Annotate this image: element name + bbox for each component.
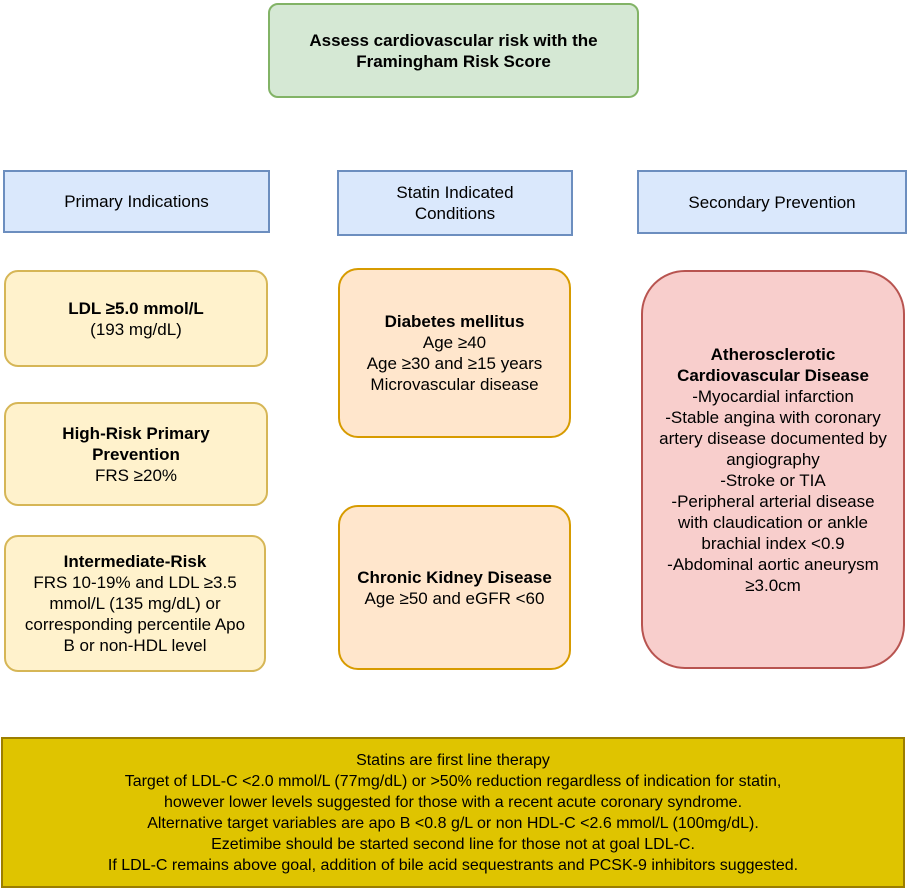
node-body-line: Microvascular disease	[370, 375, 539, 394]
node-high-risk-primary-prevention	[4, 402, 268, 506]
node-body-item: -Stroke or TIA	[720, 470, 826, 490]
node-body-item: -Peripheral arterial disease with claudication or ankle brachial index <0.9	[671, 491, 875, 553]
node-body-item: -Abdominal aortic aneurysm ≥3.0cm	[667, 554, 879, 595]
node-body-line: Age ≥30 and ≥15 years	[366, 354, 543, 373]
node-diabetes-mellitus	[338, 268, 571, 438]
footer-line: Alternative target variables are apo B <0.8 g/L or non HDL-C <2.6 mmol/L (100mg/dL).	[147, 814, 759, 832]
root-node-text: Assess cardiovascular risk with the Framingham Risk Score	[309, 30, 598, 71]
node-title: Diabetes mellitus	[384, 312, 525, 331]
column-header-primary-indications	[3, 170, 270, 233]
root-node-assess-risk	[268, 3, 639, 98]
column-header-label: Statin Indicated Conditions	[396, 183, 514, 223]
column-header-label: Primary Indications	[64, 192, 209, 211]
footer-treatment-note	[1, 737, 905, 888]
node-chronic-kidney-disease	[338, 505, 571, 670]
node-title: Atherosclerotic Cardiovascular Disease	[677, 344, 869, 385]
node-body-line: Age ≥40	[422, 333, 487, 352]
footer-line: Statins are first line therapy	[356, 751, 550, 769]
footer-line: If LDL-C remains above goal, addition of bile acid sequestrants and PCSK-9 inhibitors suggested.	[107, 856, 799, 874]
node-title: LDL ≥5.0 mmol/L	[68, 298, 204, 318]
node-title: Chronic Kidney Disease	[357, 567, 552, 587]
node-title: Intermediate-Risk	[63, 552, 207, 571]
column-header-secondary-prevention	[637, 170, 907, 234]
node-body-item: -Stable angina with coronary artery disease documented by angiography	[659, 407, 887, 469]
node-atherosclerotic-cvd	[641, 270, 905, 669]
node-ldl-threshold	[4, 270, 268, 367]
node-body: FRS ≥20%	[94, 465, 178, 485]
node-title: High-Risk Primary Prevention	[62, 423, 210, 464]
column-header-statin-indicated-conditions	[337, 170, 573, 236]
footer-line: Ezetimibe should be started second line for those not at goal LDL-C.	[211, 835, 695, 853]
node-body-item: -Myocardial infarction	[692, 386, 854, 406]
node-body: FRS 10-19% and LDL ≥3.5 mmol/L (135 mg/dL) or corresponding percentile Apo B or non-HDL level	[24, 573, 246, 655]
node-body-line: Age ≥50 and eGFR <60	[364, 588, 545, 608]
footer-line: Target of LDL-C <2.0 mmol/L (77mg/dL) or >50% reduction regardless of indication for statin,	[124, 772, 782, 790]
column-header-label: Secondary Prevention	[688, 192, 856, 212]
footer-line: however lower levels suggested for those with a recent acute coronary syndrome.	[163, 793, 743, 811]
node-intermediate-risk	[4, 535, 266, 672]
node-body: (193 mg/dL)	[90, 319, 182, 339]
